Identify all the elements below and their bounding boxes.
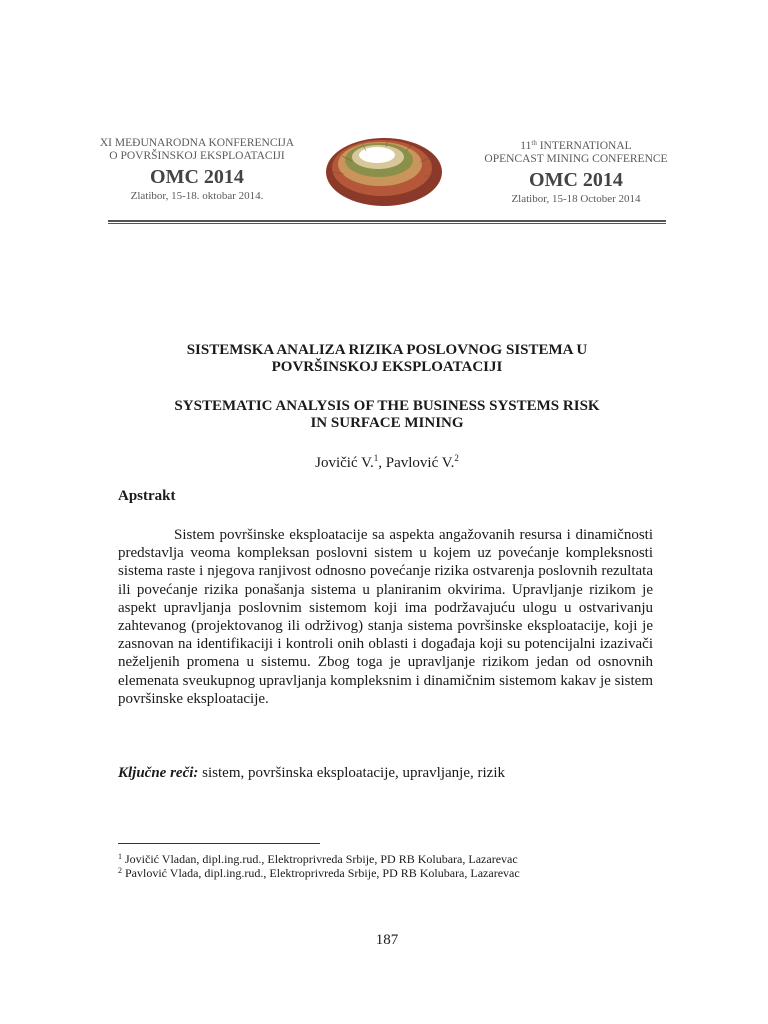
header-right — [451, 137, 701, 205]
abstract-paragraph — [118, 526, 653, 708]
logo-center — [359, 147, 395, 163]
edition-suffix: th — [531, 139, 537, 147]
author-separator: , — [378, 455, 386, 471]
paper-title-serbian — [108, 342, 666, 376]
conference-logo-icon — [322, 128, 446, 212]
abstract-text: Sistem površinske eksploatacije sa aspekta angažovanih resursa i dinamičnosti predstavlja veoma kompleksan poslovni sistem u kojem uz povećanje kompleksnosti sistema raste i njegova ranjivost odnosno povećanje rizika ostvarenja poslovnih rezultata ili povećanje rizika ponašanja sistema u planiranim okvirima. Upravljanje rizikom je aspekt upravljanja poslovnim sistemom koji ima podržavajuću ulogu u ostvarivanju zahtevanog (projektovanog ili održivog) stanja sistema površinske eksploatacije, koji je zasnovan na identifikaciji i kontroli onih oblasti i događaja koji su potencijalni izazivači neželjenih promena u sistemu. Zbog toga je upravljanje rizikom jedan od osnovnih elemenata sveukupnog upravljanja kompleksnim i dinamičnim sistemom kakav je sistem površinske eksploatacije. — [118, 527, 653, 707]
header-divider-thick — [108, 220, 666, 222]
header-right-place: Zlatibor, 15-18 October 2014 — [511, 193, 641, 205]
edition-label: INTERNATIONAL — [536, 140, 632, 152]
paper-title-serbian-line1: SISTEMSKA ANALIZA RIZIKA POSLOVNOG SISTEMA U — [186, 342, 588, 358]
footnote-1-text: Jovičić Vladan, dipl.ing.rud., Elektroprivreda Srbije, PD RB Kolubara, Lazarevac — [122, 852, 518, 866]
header-left-line2: O POVRŠINSKOJ EKSPLOATACIJI — [109, 150, 285, 162]
header-left-title: OMC 2014 — [150, 166, 244, 188]
author-2-footnote-ref: 2 — [454, 453, 459, 463]
page-number: 187 — [375, 932, 399, 948]
authors — [108, 453, 666, 472]
header-left-line1: XI MEĐUNARODNA KONFERENCIJA — [99, 137, 295, 149]
header-divider-thin — [108, 223, 666, 224]
header-left-place: Zlatibor, 15-18. oktobar 2014. — [130, 190, 264, 202]
footnote-2-text: Pavlović Vlada, dipl.ing.rud., Elektroprivreda Srbije, PD RB Kolubara, Lazarevac — [122, 866, 520, 880]
paper-title-english — [108, 398, 666, 432]
keywords — [118, 765, 505, 782]
footnote-divider — [118, 843, 320, 844]
keywords-text: sistem, površinska eksploatacije, upravljanje, rizik — [198, 765, 505, 781]
footnote-1-number: 1 — [118, 852, 122, 861]
footnote-2 — [118, 864, 520, 880]
paper-title-english-line1: SYSTEMATIC ANALYSIS OF THE BUSINESS SYSTEMS RISK — [174, 398, 600, 414]
header-right-line2: OPENCAST MINING CONFERENCE — [484, 153, 668, 165]
paper-title-serbian-line2: POVRŠINSKOJ EKSPLOATACIJI — [271, 359, 503, 375]
header-right-title: OMC 2014 — [529, 169, 623, 191]
paper-title-english-line2: IN SURFACE MINING — [310, 415, 464, 431]
edition-number: 11 — [520, 140, 532, 152]
footnote-2-number: 2 — [118, 866, 122, 875]
author-2: Pavlović V. — [385, 455, 455, 471]
keywords-label: Ključne reči: — [118, 765, 199, 781]
author-1: Jovičić V. — [315, 455, 374, 471]
header-right-line1 — [451, 137, 701, 153]
author-1-footnote-ref: 1 — [373, 453, 379, 463]
header-left — [72, 137, 322, 202]
section-heading-abstract: Apstrakt — [118, 488, 176, 504]
